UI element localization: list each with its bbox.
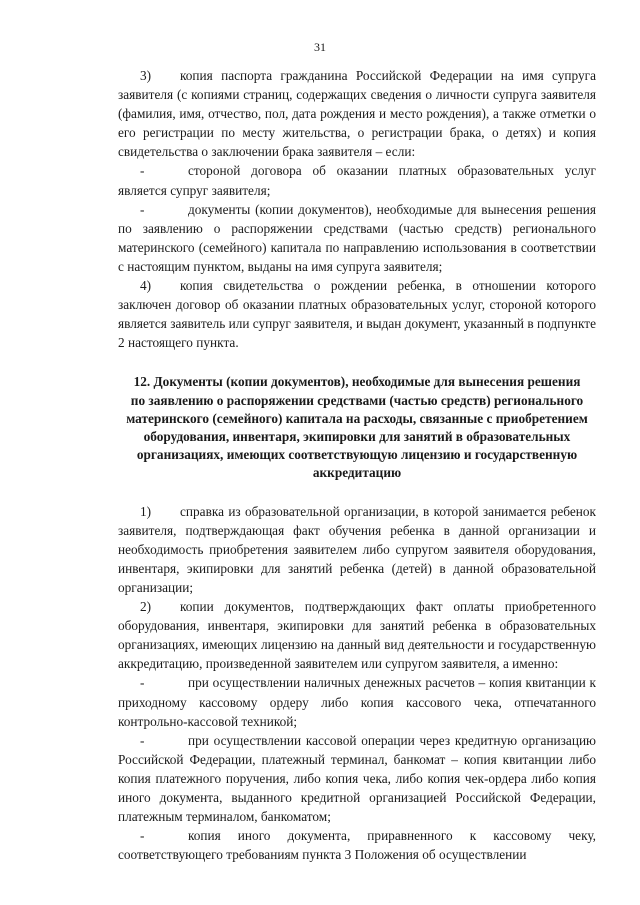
list-item xyxy=(118,502,596,597)
list-item-text: копия свидетельства о рождении ребенка, в отношении которого заключен договор об оказании платных образовательных услуг, стороной которого является заявитель или супруг заявителя, и выдан документ, указанный в подпункте 2 настоящего пункта. xyxy=(118,278,596,351)
list-item-text: справка из образовательной организации, в которой занимается ребенок заявителя, подтверждающая факт обучения ребенка в данной организации и необходимость приобретения заявителем либо супругом заявителя оборудования, инвентаря, экипировки для занятий ребенка (детей) в данной образовательной организации; xyxy=(118,503,596,595)
list-item xyxy=(118,597,596,673)
page-number: 31 xyxy=(314,40,326,54)
list-item xyxy=(118,66,596,161)
list-marker: - xyxy=(140,163,145,179)
section-heading: 12. Документы (копии документов), необходимые для вынесения решения по заявлению о распоряжении средствами (частью средств) регионального материнского (семейного) капитала на расходы, связанные с приобретением оборудования, инвентаря, экипировки для занятий в образовательных организациях, имеющих соответствующую лицензию и государственную аккредитацию xyxy=(126,374,588,481)
list-marker: - xyxy=(140,201,145,217)
list-marker: 3) xyxy=(140,68,152,83)
list-item-text: копия иного документа, приравненного к кассовому чеку, соответствующего требованиям пункта 3 Положения об осуществлении xyxy=(118,828,596,863)
list-item xyxy=(118,161,596,199)
list-item-text: стороной договора об оказании платных образовательных услуг является супруг заявителя; xyxy=(118,163,596,198)
list-item-text: копии документов, подтверждающих факт оплаты приобретенного оборудования, инвентаря, экипировки для занятий ребенка в образовательных организациях, имеющих лицензию на данный вид деятельности и государственную аккредитацию, произведенной заявителем или супругом заявителя, а именно: xyxy=(118,599,596,672)
list-item-text: копия паспорта гражданина Российской Федерации на имя супруга заявителя (с копиями страниц, содержащих сведения о личности супруга заявителя (фамилия, имя, отчество, пол, дата рождения и место рождения), а также отметки о его регистрации по месту жительства, о регистрации брака, о детях) и копия свидетельства о заключении брака заявителя – если: xyxy=(118,68,596,160)
list-marker: 4) xyxy=(140,278,152,294)
list-item xyxy=(118,673,596,730)
list-item-text: при осуществлении наличных денежных расчетов – копия квитанции к приходному кассовому ордеру либо копия кассового чека, отпечатанного контрольно-кассовой техникой; xyxy=(118,675,596,729)
list-item-text: документы (копии документов), необходимые для вынесения решения по заявлению о распоряжении средствами (частью средств) регионального материнского (семейного) капитала по направлению использования в соответствии с настоящим пунктом, выданы на имя супруга заявителя; xyxy=(118,201,596,274)
list-item xyxy=(118,276,596,352)
list-marker: - xyxy=(140,828,145,844)
list-item xyxy=(118,826,596,864)
list-marker: 2) xyxy=(140,599,152,615)
list-marker: - xyxy=(140,675,145,691)
list-marker: 1) xyxy=(140,503,152,519)
list-marker: - xyxy=(140,732,145,748)
document-body xyxy=(118,66,596,864)
list-item-text: при осуществлении кассовой операции через кредитную организацию Российской Федерации, платежный терминал, банкомат – копия квитанции либо копия платежного поручения, либо копия чека, либо копия чек-ордера либо копия иного документа, выданного кредитной организацией Российской Федерации, платежным терминалом, банкоматом; xyxy=(118,732,596,825)
list-item xyxy=(118,200,596,276)
list-item xyxy=(118,731,596,826)
